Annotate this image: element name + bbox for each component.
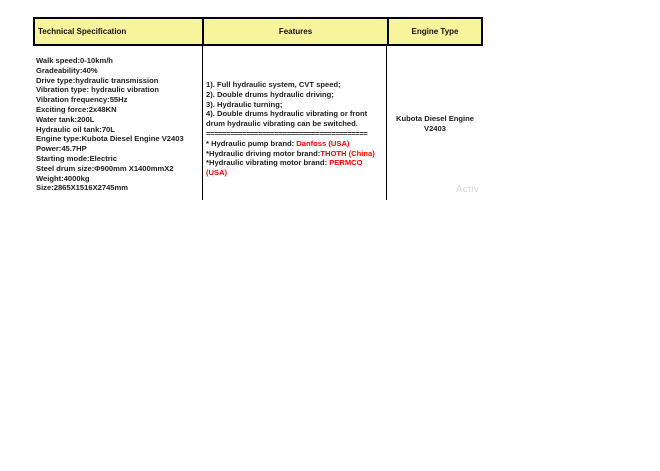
- brand-driving-label: *Hydraulic driving motor brand:: [206, 148, 321, 158]
- brand-vibrating-value: PERMCO (USA): [206, 158, 363, 178]
- brand-driving-value: THOTH (China): [320, 148, 375, 158]
- brand-line-driving-motor: [206, 149, 384, 159]
- feature-item-4: 4). Double drums hydraulic vibrating or front drum hydraulic vibrating can be switched.: [206, 109, 368, 129]
- spec-line-vibration-frequency: Vibration frequency:55Hz: [36, 95, 128, 105]
- brand-pump-value: Danfoss (USA): [296, 138, 350, 148]
- brand-pump-label: * Hydraulic pump brand:: [206, 138, 297, 148]
- table-header-row: [33, 17, 483, 46]
- feature-item-1: 1). Full hydraulic system, CVT speed;: [206, 80, 341, 89]
- engine-type-line-1: Kubota Diesel Engine: [395, 114, 475, 123]
- header-technical-specification: Technical Specification: [38, 27, 127, 36]
- spec-line-size: Size:2865X1516X2745mm: [36, 183, 129, 193]
- engine-type-cell: [387, 46, 483, 200]
- brand-line-vibrating-motor: [206, 158, 384, 178]
- spec-line-drive-type: Drive type:hydraulic transmission: [36, 75, 159, 85]
- spec-line-weight: Weight:4000kg: [36, 173, 90, 183]
- spec-line-gradeability: Gradeability:40%: [36, 65, 98, 75]
- spec-line-vibration-type: Vibration type: hydraulic vibration: [36, 85, 160, 95]
- spec-line-exciting-force: Exciting force:2x48KN: [36, 104, 117, 114]
- brand-line-pump: [206, 139, 384, 149]
- header-engine-type: Engine Type: [387, 19, 481, 44]
- activate-watermark: Activ: [456, 184, 480, 195]
- brand-vibrating-label: *Hydraulic vibrating motor brand:: [206, 158, 330, 168]
- features-cell: [202, 46, 387, 200]
- spec-line-walk-speed: Walk speed:0-10km/h: [36, 56, 113, 65]
- spec-line-starting-mode: Starting mode:Electric: [36, 153, 118, 163]
- feature-item-2: 2). Double drums hydraulic driving;: [206, 89, 334, 99]
- spec-line-hydraulic-oil-tank: Hydraulic oil tank:70L: [36, 124, 115, 134]
- spec-line-engine-type: Engine type:Kubota Diesel Engine V2403: [36, 134, 184, 144]
- spec-line-steel-drum-size: Steel drum size:Φ900mm X1400mmX2: [36, 163, 174, 173]
- technical-specification-cell: [33, 46, 202, 200]
- header-features: Features: [202, 19, 387, 44]
- features-separator: ========================================: [206, 128, 368, 138]
- engine-type-line-2: V2403: [424, 123, 446, 133]
- table-body: [33, 46, 483, 200]
- spec-table: [33, 17, 483, 200]
- spec-line-power: Power:45.7HP: [36, 144, 87, 154]
- feature-item-3: 3). Hydraulic turning;: [206, 99, 283, 109]
- spec-line-water-tank: Water tank:200L: [36, 114, 95, 124]
